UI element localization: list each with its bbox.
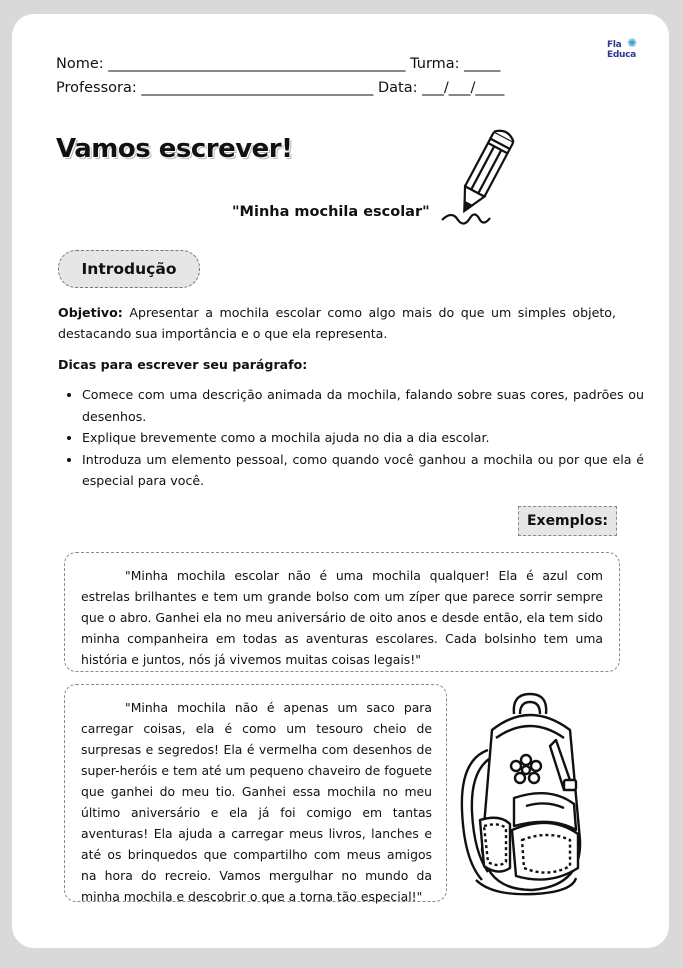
activity-subtitle: "Minha mochila escolar" (232, 204, 430, 220)
objective-text: Apresentar a mochila escolar como algo mais do que um simples objeto, destacando sua importância e o que ela representa. (58, 305, 616, 341)
worksheet-page (12, 14, 669, 948)
objective-label: Objetivo: (58, 305, 123, 320)
objective-paragraph (58, 302, 616, 344)
name-class-line: Nome: _________________________________________ Turma: _____ (56, 56, 501, 72)
example-text-2: "Minha mochila não é apenas um saco para carregar coisas, ela é como um tesouro cheio de surpresas e segredos! Ela é vermelha com desenhos de super-heróis e tem até um pequeno chaveiro de foguete que ganhei do meu tio. Ganhei essa mochila no meu último aniversário e ela já foi comigo em tantas aventuras! Ela ajuda a carregar meus livros, lanches e até os brinquedos que compartilho com meus amigos na hora do recreio. Vamos mergulhar no mundo da minha mochila e descobrir o que a torna tão especial!" (81, 700, 432, 904)
pencil-icon (420, 128, 550, 238)
tips-list (58, 384, 644, 492)
backpack-illustration (452, 690, 592, 900)
example-box-2 (64, 684, 447, 902)
example-text-1: "Minha mochila escolar não é uma mochila qualquer! Ela é azul com estrelas brilhantes e tem um grande bolso com um zíper que parece sorrir sempre que o abro. Ganhei ela no meu aniversário de oito anos e desde então, ela tem sido minha companheira em todas as aventuras escolares. Cada bolsinho tem uma história e juntos, nós já vivemos muitas coisas legais!" (81, 568, 603, 667)
tip-item: • Explique brevemente como a mochila ajuda no dia a dia escolar. (82, 427, 644, 449)
fla-educa-logo (607, 38, 647, 70)
examples-label: Exemplos: (518, 506, 617, 536)
tips-heading: Dicas para escrever seu parágrafo: (58, 357, 308, 372)
intro-section-label: Introdução (58, 250, 200, 288)
flower-icon: ✺ (627, 36, 638, 50)
logo-line-1: Fla (607, 40, 622, 50)
tip-item: • Introduza um elemento pessoal, como quando você ganhou a mochila ou por que ela é especial para você. (82, 449, 644, 492)
tip-item: • Comece com uma descrição animada da mochila, falando sobre suas cores, padrões ou desenhos. (82, 384, 644, 427)
example-box-1 (64, 552, 620, 672)
logo-line-2: Educa (607, 50, 636, 60)
teacher-date-line: Professora: ________________________________ Data: ___/___/____ (56, 80, 505, 96)
page-title: Vamos escrever! (56, 134, 293, 164)
